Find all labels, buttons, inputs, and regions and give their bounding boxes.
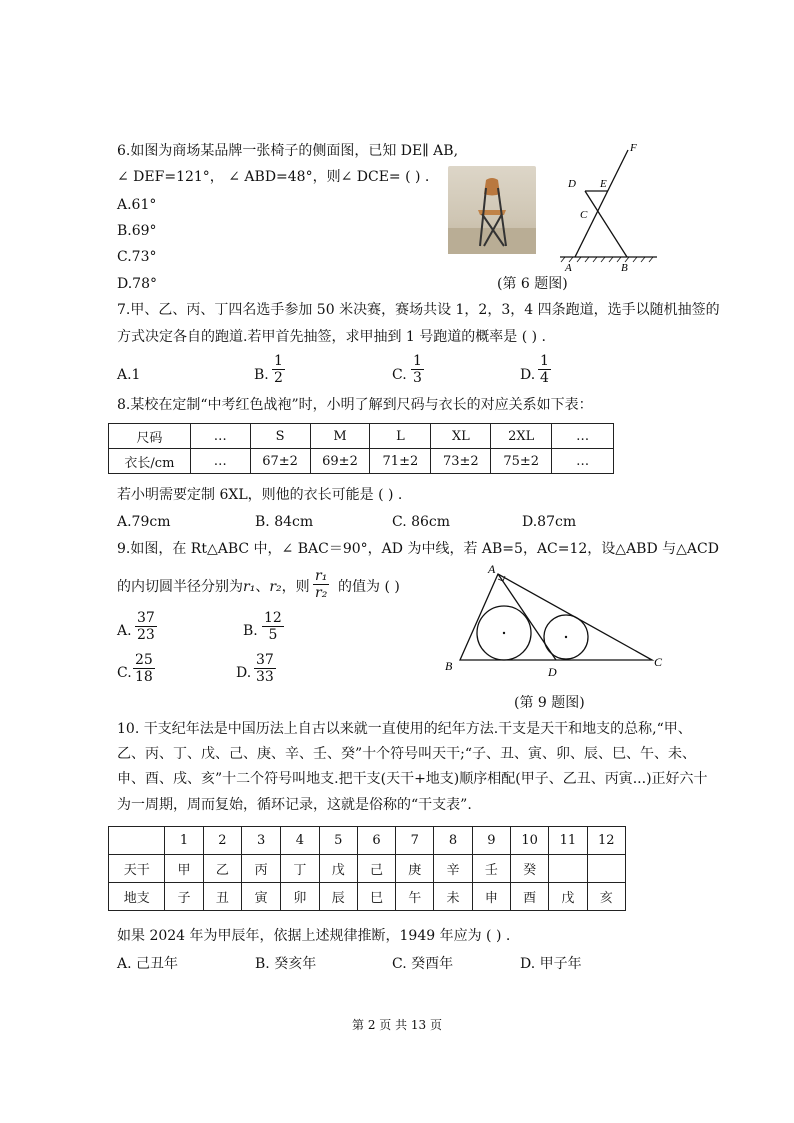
table-cell [587,855,625,883]
q6-stem-line2: ∠ DEF=121°， ∠ ABD=48°，则∠ DCE= ( ) . [117,169,430,185]
table-cell: 巳 [357,883,395,911]
q6-option-c: C.73° [117,249,157,265]
q9-stem-line1: 9.如图，在 Rt△ABC 中，∠ BAC＝90°，AD 为中线，若 AB=5，AC=12，设△ABD 与△ACD [117,541,719,557]
table-cell: 酉 [510,883,548,911]
q6-label-D: D [568,178,576,190]
q7-option-d-fraction [538,353,551,386]
table-cell: 3 [241,827,280,855]
q8-option-a: A.79cm [117,514,171,530]
table-cell: 9 [472,827,510,855]
q10-stem-line3: 申、酉、戌、亥”十二个符号叫地支.把干支(天干+地支)顺序相配(甲子、乙丑、丙寅...)正好六十 [117,771,708,787]
q6-label-B: B [621,262,628,274]
table-row [109,883,626,911]
fraction-numerator: 1 [274,353,283,369]
q10-question: 如果 2024 年为甲辰年，依据上述规律推断，1949 年应为 ( ) . [117,928,511,944]
table-cell: 子 [165,883,203,911]
q8-size-table [108,423,614,474]
q9-label-B: B [445,659,453,673]
q6-label-A: A [565,262,572,274]
q9-triangle-figure [440,560,670,685]
table-cell: 10 [510,827,548,855]
q10-stem-line1: 10. 干支纪年法是中国历法上自古以来就一直使用的纪年方法.干支是天干和地支的总称,“甲、 [117,721,692,737]
q9-option-d: D. [236,665,252,681]
table-cell: 73±2 [431,449,491,474]
table-cell: 甲 [165,855,203,883]
q6-geometry-figure [555,140,665,275]
table-cell: 己 [357,855,395,883]
fraction-denominator: 4 [540,370,549,386]
table-cell: 丙 [241,855,280,883]
table-cell: 戊 [319,855,357,883]
q6-label-C: C [580,209,588,221]
table-cell [109,827,165,855]
table-cell: 4 [281,827,319,855]
q9-option-c: C. [117,665,132,681]
table-cell: 天干 [109,855,165,883]
table-row [109,827,626,855]
table-cell: … [552,449,614,474]
table-cell: 71±2 [370,449,431,474]
q9-option-d-fraction [254,652,276,685]
q6-option-d: D.78° [117,276,157,292]
q8-option-c: C. 86cm [392,514,451,530]
table-cell: 丑 [203,883,241,911]
table-cell: 寅 [241,883,280,911]
q7-stem-line1: 7.甲、乙、丙、丁四名选手参加 50 米决赛，赛场共设 1，2，3，4 四条跑道，选手以随机抽签的 [117,302,720,318]
chair-photo [448,166,536,254]
q9-option-b-fraction [262,610,284,643]
q9-ratio-fraction [313,568,329,601]
table-cell: 7 [396,827,434,855]
table-cell: 8 [434,827,472,855]
table-cell: 5 [319,827,357,855]
table-cell: 癸 [510,855,548,883]
table-cell: 1 [165,827,203,855]
q9-option-c-fraction [133,652,155,685]
fraction-denominator: r₂ [315,585,328,601]
q9-text-b: ，则 [281,579,310,595]
fraction-numerator: r₁ [315,568,328,584]
table-cell: … [190,449,250,474]
table-cell: 2XL [491,424,552,449]
q8-option-b: B. 84cm [255,514,314,530]
q9-label-A: A [488,562,496,576]
q9-option-a: A. [117,623,132,639]
q9-option-a-fraction [135,610,157,643]
q9-sep: 、 [255,579,270,595]
table-cell: 庚 [396,855,434,883]
table-cell: 申 [472,883,510,911]
q9-label-D: D [548,665,557,679]
table-cell: … [190,424,250,449]
table-cell: 衣长/cm [109,449,191,474]
table-cell: 2 [203,827,241,855]
q7-option-c: C. [392,367,407,383]
table-cell: 丁 [281,855,319,883]
table-cell: 11 [549,827,587,855]
fraction-numerator: 37 [256,652,274,668]
table-cell: 乙 [203,855,241,883]
table-row [109,449,614,474]
fraction-denominator: 33 [256,669,274,685]
page-footer: 第 2 页 共 13 页 [352,1018,442,1032]
table-row [109,424,614,449]
q6-option-b: B.69° [117,223,157,239]
q7-option-c-fraction [411,353,424,386]
table-cell [549,855,587,883]
table-cell: … [552,424,614,449]
q6-caption: (第 6 题图) [497,276,568,292]
q7-stem-line2: 方式决定各自的跑道.若甲首先抽签，求甲抽到 1 号跑道的概率是 ( ) . [117,329,546,345]
q10-ganzhi-table [108,826,626,911]
q10-stem-line4: 为一周期，周而复始，循环记录，这就是俗称的“干支表”. [117,797,472,813]
q8-stem-line2: 若小明需要定制 6XL，则他的衣长可能是 ( ) . [117,487,403,503]
table-row [109,855,626,883]
fraction-numerator: 25 [135,652,153,668]
table-cell: 戊 [549,883,587,911]
q7-option-b-fraction [272,353,285,386]
q6-label-F: F [630,142,637,154]
q9-label-C: C [654,655,663,669]
table-cell: 地支 [109,883,165,911]
fraction-numerator: 37 [137,610,155,626]
q10-option-b: B. 癸亥年 [255,956,317,972]
table-cell: 6 [357,827,395,855]
table-cell: 壬 [472,855,510,883]
fraction-denominator: 2 [274,370,283,386]
table-cell: 卯 [281,883,319,911]
fraction-numerator: 1 [540,353,549,369]
q7-option-b: B. [254,367,269,383]
q9-stem-line2 [117,578,310,596]
q8-option-d: D.87cm [522,514,577,530]
q9-caption: (第 9 题图) [514,695,585,711]
table-cell: 12 [587,827,625,855]
q9-r2: r₂ [269,579,282,595]
fraction-numerator: 1 [413,353,422,369]
fraction-numerator: 12 [264,610,282,626]
table-cell: 未 [434,883,472,911]
q9-text-a: 的内切圆半径分别为 [117,579,243,595]
q9-r1: r₁ [243,579,256,595]
q6-label-E: E [600,178,607,190]
fraction-denominator: 3 [413,370,422,386]
table-cell: 辛 [434,855,472,883]
table-cell: L [370,424,431,449]
table-cell: 75±2 [491,449,552,474]
fraction-denominator: 18 [135,669,153,685]
table-cell: 辰 [319,883,357,911]
q6-stem-line1: 6.如图为商场某品牌一张椅子的侧面图，已知 DE∥ AB, [117,143,459,159]
table-cell: M [310,424,370,449]
table-cell: S [250,424,310,449]
table-cell: 尺码 [109,424,191,449]
table-cell: XL [431,424,491,449]
chair-illustration [448,166,536,254]
q10-stem-line2: 乙、丙、丁、戊、己、庚、辛、壬、癸”十个符号叫天干;“子、丑、寅、卯、辰、巳、午、未、 [117,746,697,762]
q10-option-c: C. 癸酉年 [392,956,454,972]
fraction-denominator: 5 [268,627,278,643]
q7-option-a: A.1 [117,367,141,383]
q9-text-c: 的值为 ( ) [338,579,400,595]
q10-option-a: A. 己丑年 [117,956,179,972]
q8-stem-line1: 8.某校在定制“中考红色战袍”时，小明了解到尺码与衣长的对应关系如下表： [117,397,593,413]
q9-option-b: B. [243,623,258,639]
q6-option-a: A.61° [117,197,157,213]
table-cell: 67±2 [250,449,310,474]
table-cell: 午 [396,883,434,911]
q7-option-d: D. [520,367,536,383]
table-cell: 69±2 [310,449,370,474]
table-cell: 亥 [587,883,625,911]
fraction-denominator: 23 [137,627,155,643]
q10-option-d: D. 甲子年 [520,956,582,972]
